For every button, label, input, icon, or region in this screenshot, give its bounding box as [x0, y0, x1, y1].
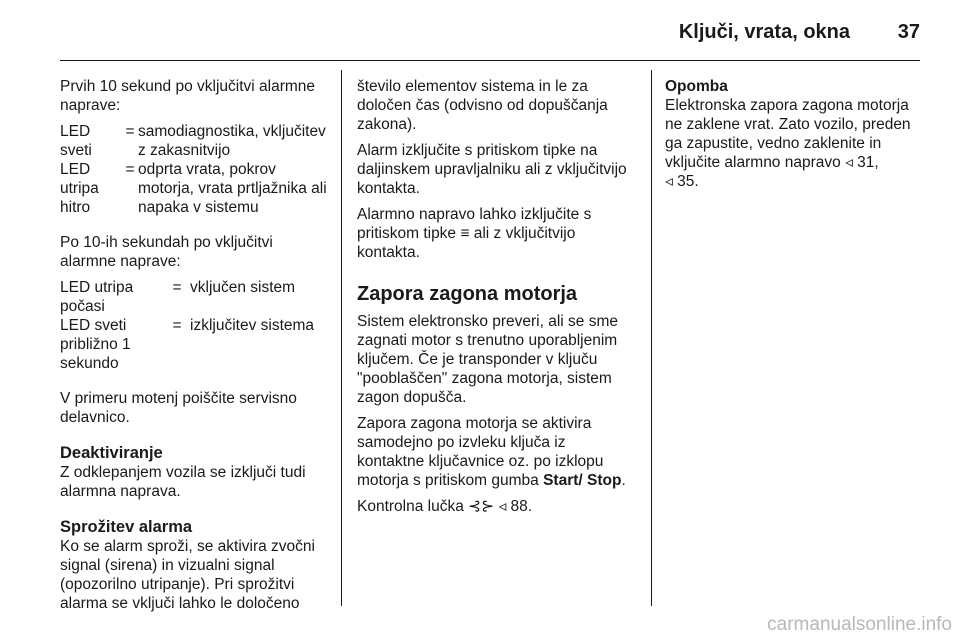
- immobiliser-text: Sistem elektronsko preveri, ali se sme zagnati motor s trenutno uporabljenim ključem. Če je transponder v ključu "pooblaščen" zagona motorja, sistem zagon dopušča.: [357, 313, 619, 406]
- fault-text: V primeru motenj poiščite servisno delavnico.: [60, 390, 297, 426]
- after-10s-text: Po 10-ih sekundah po vključitvi alarmne naprave:: [60, 234, 273, 270]
- continued-text: število elementov sistema in le za določen čas (odvisno od dopuščanja zakona).: [357, 78, 608, 133]
- column-2: [357, 77, 632, 523]
- page-number: 37: [897, 21, 920, 43]
- table-row: [60, 160, 330, 217]
- immobiliser-light-icon: ⊰⊱: [468, 498, 495, 515]
- led-table-after-10s: [60, 278, 330, 373]
- page-reference-icon: ◃: [665, 173, 673, 190]
- equals-sign: =: [125, 161, 135, 178]
- trigger-heading: Sprožitev alarma: [60, 518, 193, 536]
- page-reference-icon: ◃: [845, 154, 853, 171]
- equals-sign: =: [172, 279, 182, 296]
- led-state: LED sveti: [60, 123, 92, 159]
- trigger-text: Ko se alarm sproži, se aktivira zvočni signal (sirena) in vizualni signal (opozorilno utripanje). Pri sprožitvi alarma se vključi lahko le določeno: [60, 538, 315, 612]
- equals-sign: =: [125, 123, 135, 140]
- led-meaning: samodiagnostika, vključitev z zakasnitvijo: [138, 123, 326, 159]
- start-stop-label: Start/ Stop: [543, 472, 622, 489]
- table-row: [60, 278, 330, 316]
- intro-text: Prvih 10 sekund po vključitvi alarmne naprave:: [60, 78, 316, 114]
- led-table-first-10s: [60, 122, 330, 217]
- led-meaning: izključitev sistema: [190, 317, 315, 334]
- deactivation-text: Z odklepanjem vozila se izključi tudi alarmna naprava.: [60, 464, 306, 500]
- page-reference: 88.: [510, 498, 533, 515]
- led-state: LED utripa počasi: [60, 279, 134, 315]
- header-rule: [60, 60, 920, 61]
- remote-off-text: Alarm izključite s pritiskom tipke na daljinskem upravljalniku ali z vključitvijo kontakta.: [357, 142, 627, 197]
- watermark-text: carmanualsonline.info: [767, 614, 952, 635]
- immobiliser-heading: Zapora zagona motorja: [357, 283, 578, 305]
- column-1: [60, 77, 330, 620]
- header-title: Ključi, vrata, okna: [678, 21, 850, 43]
- immobiliser-activation-text: Zapora zagona motorja se aktivira samodejno po izvleku ključa iz kontaktne ključavnice oz. po izklopu motorja s pritiskom gumba Start/ Stop.: [357, 415, 626, 489]
- led-state: LED utripa hitro: [60, 161, 99, 216]
- note-heading: Opomba: [665, 78, 728, 95]
- page-reference: 35.: [677, 173, 699, 190]
- equals-sign: =: [172, 317, 182, 334]
- page-reference-icon: ◃: [498, 498, 507, 515]
- note-text: Elektronska zapora zagona motorja ne zaklene vrat. Zato vozilo, preden ga zapustite, vedno zaklenite in vključite alarmno napravo ◃ 31, ◃ 35.: [665, 97, 911, 190]
- lock-button-icon: ≡: [460, 225, 470, 242]
- led-meaning: vključen sistem: [190, 279, 296, 296]
- led-meaning: odprta vrata, pokrov motorja, vrata prtljažnika ali napaka v sistemu: [138, 161, 327, 216]
- table-row: [60, 122, 330, 160]
- table-row: [60, 316, 330, 373]
- column-divider: [651, 70, 652, 606]
- warning-light-text: Kontrolna lučka ⊰⊱ ◃ 88.: [357, 498, 533, 515]
- led-state: LED sveti približno 1 sekundo: [60, 317, 131, 372]
- page-reference: 31,: [857, 154, 879, 171]
- column-divider: [341, 70, 342, 606]
- deactivation-heading: Deaktiviranje: [60, 444, 163, 462]
- column-3: [665, 77, 925, 198]
- button-off-text: Alarmno napravo lahko izključite s pritiskom tipke ≡ ali z vključitvijo kontakta.: [357, 206, 592, 261]
